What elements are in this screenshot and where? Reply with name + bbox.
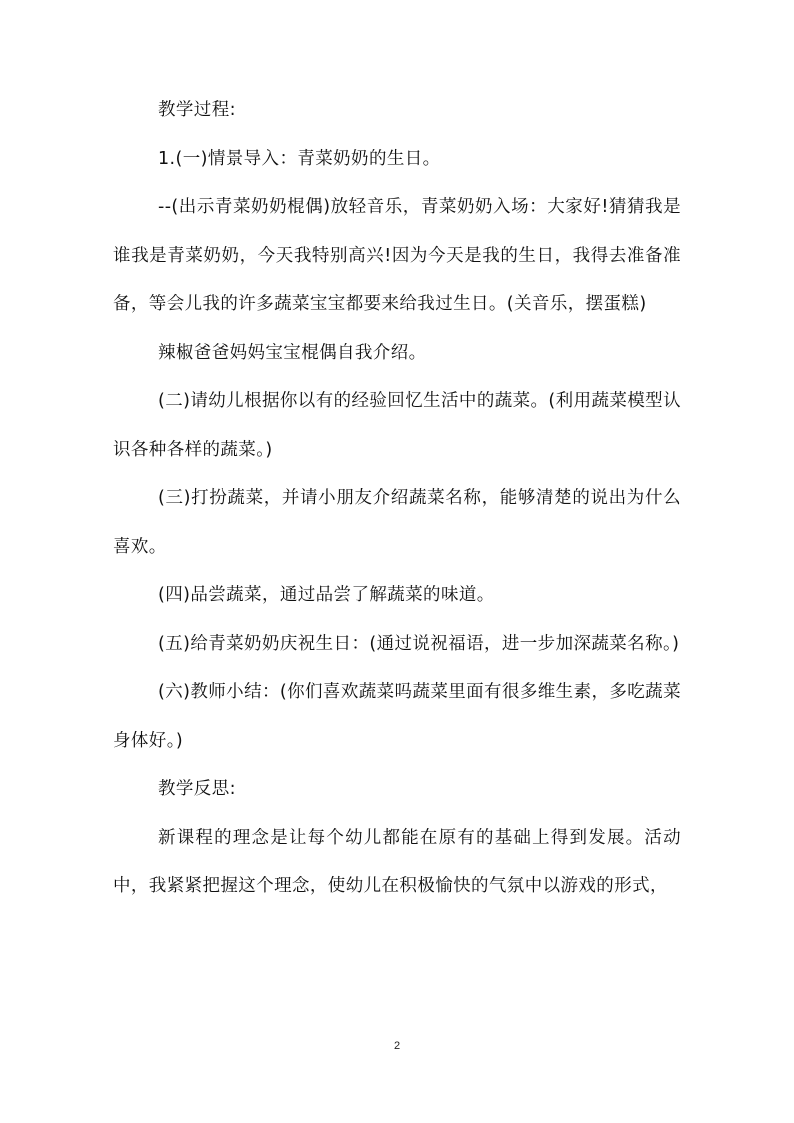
paragraph-scene-intro: 1.(一)情景导入：青菜奶奶的生日。 — [158, 148, 441, 169]
heading-teaching-reflection: 教学反思: — [158, 779, 236, 799]
paragraph-teacher-summary: (六)教师小结：(你们喜欢蔬菜吗蔬菜里面有很多维生素，多吃蔬菜身体好。) — [113, 682, 681, 751]
paragraph-dress-vegetables: (三)打扮蔬菜，并请小朋友介绍蔬菜名称，能够清楚的说出为什么喜欢。 — [113, 488, 681, 557]
document-body — [113, 86, 681, 911]
paragraph-pepper-intro: 辣椒爸爸妈妈宝宝棍偶自我介绍。 — [158, 342, 427, 363]
paragraph-celebrate-birthday: (五)给青菜奶奶庆祝生日：(通过说祝福语，进一步加深蔬菜名称。) — [158, 633, 680, 654]
page-number: 2 — [393, 1040, 401, 1052]
paragraph-grandma-entrance: --(出示青菜奶奶棍偶)放轻音乐，青菜奶奶入场：大家好!猜猜我是谁我是青菜奶奶，今天我特别高兴!因为今天是我的生日，我得去准备准备，等会儿我的许多蔬菜宝宝都要来给我过生日。(关音乐，摆蛋糕) — [113, 197, 681, 314]
paragraph-reflection-body: 新课程的理念是让每个幼儿都能在原有的基础上得到发展。活动中，我紧紧把握这个理念，使幼儿在积极愉快的气氛中以游戏的形式， — [113, 827, 681, 896]
paragraph-taste-vegetables: (四)品尝蔬菜，通过品尝了解蔬菜的味道。 — [158, 585, 495, 605]
paragraph-recall-vegetables: (二)请幼儿根据你以有的经验回忆生活中的蔬菜。(利用蔬菜模型认识各种各样的蔬菜。) — [113, 391, 681, 460]
heading-teaching-process: 教学过程: — [158, 100, 236, 120]
